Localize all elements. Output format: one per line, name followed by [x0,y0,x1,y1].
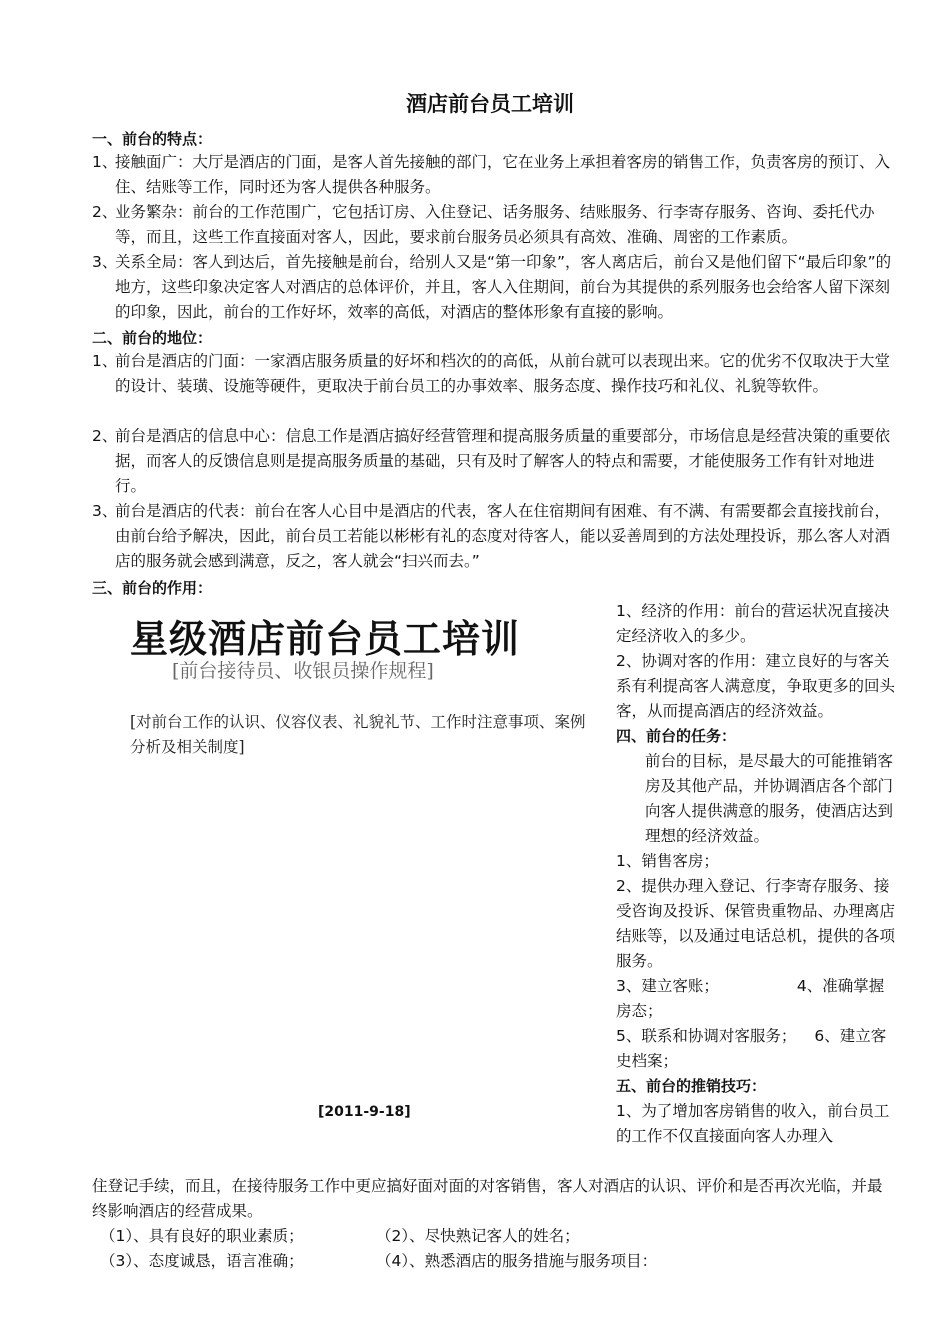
task-item: 2、提供办理入登记、行李寄存服务、接受咨询及投诉、保管贵重物品、办理离店结账等，以及通过电话总机，提供的各项服务。 [616,877,896,970]
skill-item: （3）、态度诚恳，语言准确； [100,1252,304,1270]
list-item [92,200,892,250]
list-item [92,424,892,499]
task-item: 3、建立客账； [616,977,719,995]
page-title: 酒店前台员工培训 [406,92,574,116]
cover-date: [2011-9-18] [318,1104,411,1120]
role-coordination: 2、协调对客的作用：建立良好的与客关系有利提高客人满意度，争取更多的回头客，从而提高酒店的经济效益。 [616,652,896,720]
item-text: 业务繁杂：前台的工作范围广，它包括订房、入住登记、话务服务、结账服务、行李寄存服务、咨询、委托代办等，而且，这些工作直接面对客人，因此，要求前台服务员必须具有高效、准确、周密的工作素质。 [115,203,875,246]
sales-continuation: 住登记手续，而且，在接待服务工作中更应搞好面对面的对客销售，客人对酒店的认识、评价和是否再次光临，并最终影响酒店的经营成果。 [92,1177,883,1220]
item-number: 1、 [92,153,118,171]
task-item-row [616,974,896,1024]
task-goal: 前台的目标，是尽最大的可能推销客房及其他产品，并协调酒店各个部门向客人提供满意的服务，使酒店达到理想的经济效益。 [645,752,894,845]
section-heading-position: 二、前台的地位： [92,329,213,347]
list-item [92,349,892,399]
section-heading-sales: 五、前台的推销技巧： [616,1077,767,1095]
section-heading-tasks: 四、前台的任务： [616,727,737,745]
right-column [616,599,896,1149]
task-item: 5、联系和协调对客服务； [616,1027,797,1045]
task-item: 6、建立客史档案； [616,1027,887,1070]
cover-subtitle: [前台接待员、收银员操作规程] [172,660,434,682]
item-text: 接触面广：大厅是酒店的门面，是客人首先接触的部门，它在业务上承担着客房的销售工作，负责客房的预订、入住、结账等工作，同时还为客人提供各种服务。 [115,153,891,196]
item-number: 3、 [92,502,118,520]
item-number: 2、 [92,427,118,445]
list-item [92,250,892,325]
item-text: 前台是酒店的门面：一家酒店服务质量的好坏和档次的的高低，从前台就可以表现出来。它的优劣不仅取决于大堂的设计、装璜、设施等硬件，更取决于前台员工的办事效率、服务态度、操作技巧和礼仪、礼貌等软件。 [115,352,891,395]
list-item [92,150,892,200]
item-text: 前台是酒店的代表：前台在客人心目中是酒店的代表，客人在住宿期间有困难、有不满、有需要都会直接找前台，由前台给予解决，因此，前台员工若能以彬彬有礼的态度对待客人，能以妥善周到的方法处理投诉，那么客人对酒店的服务就会感到满意，反之，客人就会“扫兴而去。” [115,502,891,570]
item-number: 3、 [92,253,118,271]
cover-title: 星级酒店前台员工培训 [130,617,521,661]
skill-item: （4）、熟悉酒店的服务措施与服务项目： [376,1252,658,1270]
item-text: 关系全局：客人到达后，首先接触是前台，给别人又是“第一印象”，客人离店后，前台又是他们留下“最后印象”的地方，这些印象决定客人对酒店的总体评价，并且，客人入住期间，前台为其提供的系列服务也会给客人留下深刻的印象，因此，前台的工作好坏，效率的高低，对酒店的整体形象有直接的影响。 [115,253,892,321]
task-item: 4、准确掌握房态； [616,977,885,1020]
skill-item: （2）、尽快熟记客人的姓名； [376,1227,580,1245]
role-economic: 1、经济的作用：前台的营运状况直接决定经济收入的多少。 [616,602,890,645]
list-item [92,499,892,574]
section-heading-role: 三、前台的作用： [92,579,213,597]
item-text: 前台是酒店的信息中心：信息工作是酒店搞好经营管理和提高服务质量的重要部分，市场信息是经营决策的重要依据，而客人的反馈信息则是提高服务质量的基础，只有及时了解客人的特点和需要，才能使服务工作有针对地进行。 [115,427,891,495]
sales-intro: 1、为了增加客房销售的收入，前台员工的工作不仅直接面向客人办理入 [616,1102,890,1145]
section-heading-features: 一、前台的特点： [92,130,213,148]
cover-description: [对前台工作的认识、仪容仪表、礼貌礼节、工作时注意事项、案例分析及相关制度] [130,713,586,756]
skill-item: （1）、具有良好的职业素质； [100,1227,304,1245]
task-item: 1、销售客房； [616,852,719,870]
item-number: 2、 [92,203,118,221]
task-item-row [616,1024,896,1074]
item-number: 1、 [92,352,118,370]
